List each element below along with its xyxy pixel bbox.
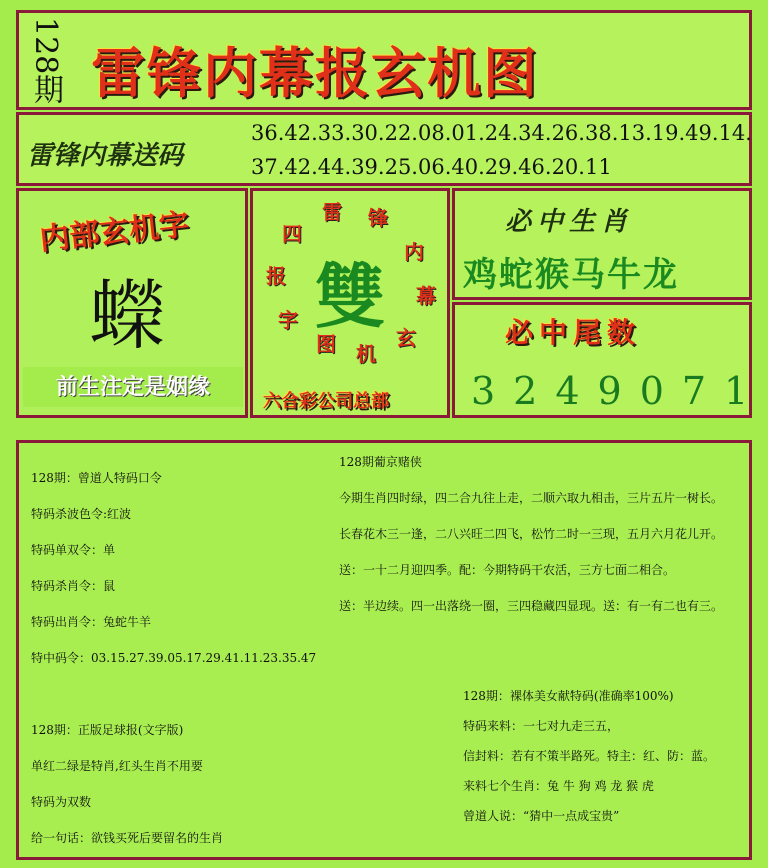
code-row-line1: 36.42.33.30.22.08.01.24.34.26.38.13.19.49.14. (251, 121, 752, 145)
left2-line-4: 给一句话：欲钱买死后要留名的生肖 (31, 831, 224, 845)
issue-label: 128期 (28, 17, 63, 105)
header-box (16, 10, 752, 110)
right2-line-5: 曾道人说：“猜中一点成宝贵” (463, 809, 620, 823)
mystery-char-label: 内部玄机字 (37, 207, 191, 258)
info-box (16, 440, 752, 860)
ring-char-5: 玄 (396, 326, 416, 350)
tail-value: 3249071 (471, 369, 767, 413)
left-line-2: 特码杀波色令:红波 (31, 507, 132, 521)
tail-box (452, 302, 767, 418)
right2-line-3: 信封料：若有不策半路死。特主：红、防：蓝。 (463, 749, 716, 763)
left2-line-2: 单红二绿是特肖,红头生肖不用要 (31, 759, 203, 773)
right2-line-2: 特码来料：一七对九走三五， (463, 719, 620, 733)
right-line-3: 送：一十二月迎四季。配：今期特码干农活，三方七面二相合。 (339, 563, 676, 577)
circle-center-char: 雙 (315, 255, 385, 338)
left-line-1: 128期：曾道人特码口令 (31, 471, 162, 485)
left-line-5: 特码出肖令：兔蛇牛羊 (31, 615, 152, 629)
circle-footer: 六合彩公司总部 (263, 391, 389, 412)
left2-line-3: 特码为双数 (31, 795, 92, 809)
right2-line-1: 128期：裸体美女献特码(准确率100%) (463, 689, 674, 703)
right-line-2: 长春花木三一逢，二八兴旺二四飞，松竹二时一三现，五月六月花儿开。 (339, 527, 724, 541)
left-line-3: 特码单双令：单 (31, 543, 116, 557)
ring-char-9: 报 (266, 264, 286, 288)
circle-box (250, 188, 450, 418)
mystery-char: 蠑 (89, 271, 165, 360)
left2-line-1: 128期：正版足球报(文字版) (31, 723, 184, 737)
zodiac-value: 鸡蛇猴马牛龙 (463, 255, 679, 295)
code-row-box (16, 112, 752, 186)
code-row-label: 雷锋内幕送码 (27, 141, 184, 171)
ring-char-8: 字 (278, 308, 298, 332)
left-line-4: 特码杀肖令：鼠 (31, 579, 116, 593)
ring-char-2: 锋 (368, 206, 388, 230)
mystery-phrase: 前生注定是姻缘 (23, 367, 243, 407)
ring-char-10: 四 (282, 222, 302, 246)
ring-char-1: 雷 (322, 200, 342, 224)
right-title: 128期葡京赌侠 (339, 455, 422, 469)
mystery-char-box (16, 188, 248, 418)
right-line-1: 今期生肖四时绿，四二合九往上走，二顺六取九相击，三片五片一树长。 (339, 491, 724, 505)
right-line-4: 送：半边续。四一出落绕一圈，三四稳藏四显现。送：有一有二也有三。 (339, 599, 724, 613)
left-line-6: 特中码令：03.15.27.39.05.17.29.41.11.23.35.47 (31, 651, 317, 665)
zodiac-label: 必中生肖 (505, 207, 634, 237)
ring-char-7: 图 (316, 332, 336, 356)
page-title: 雷锋内幕报玄机图 (91, 41, 539, 105)
tail-label: 必中尾数 (505, 316, 642, 349)
zodiac-box (452, 188, 752, 300)
ring-char-4: 幕 (416, 284, 436, 308)
right2-line-4: 来料七个生肖：兔 牛 狗 鸡 龙 猴 虎 (463, 779, 654, 793)
code-row-line2: 37.42.44.39.25.06.40.29.46.20.11 (251, 155, 612, 179)
ring-char-3: 内 (404, 240, 424, 264)
ring-char-6: 机 (356, 342, 376, 366)
